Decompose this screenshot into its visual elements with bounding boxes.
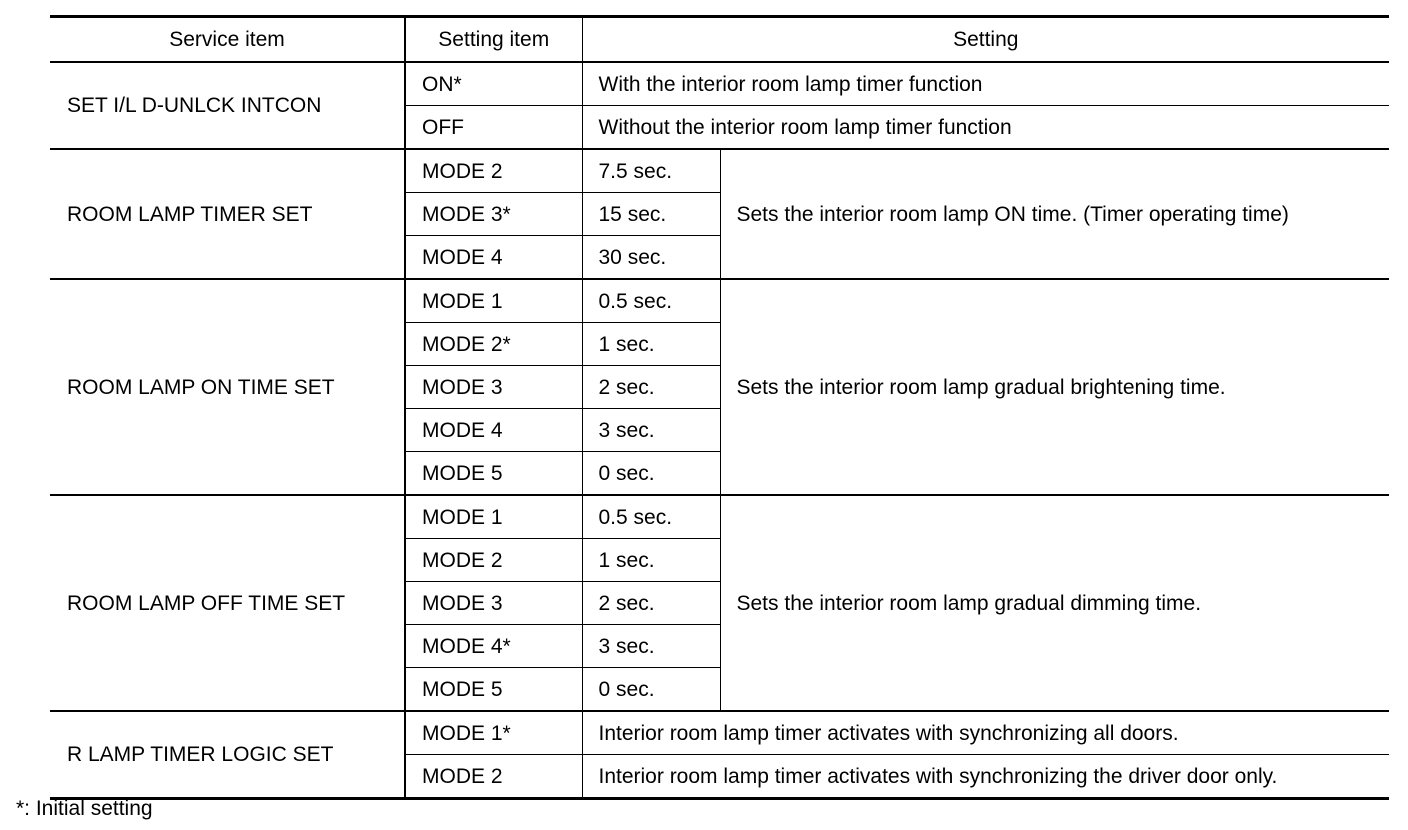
setting-value-cell: 0 sec. xyxy=(582,668,720,712)
service-item-cell: ROOM LAMP ON TIME SET xyxy=(50,279,405,495)
table-row xyxy=(50,62,1389,106)
setting-item-cell: MODE 2 xyxy=(405,149,582,193)
setting-cell: Without the interior room lamp timer function xyxy=(582,106,1389,150)
setting-value-cell: 1 sec. xyxy=(582,323,720,366)
setting-item-cell: MODE 3 xyxy=(405,366,582,409)
setting-item-cell: ON* xyxy=(405,62,582,106)
setting-item-cell: MODE 1* xyxy=(405,711,582,755)
setting-item-cell: OFF xyxy=(405,106,582,150)
setting-item-cell: MODE 4* xyxy=(405,625,582,668)
setting-value-cell: 7.5 sec. xyxy=(582,149,720,193)
setting-cell: Interior room lamp timer activates with synchronizing the driver door only. xyxy=(582,755,1389,799)
setting-value-cell: 2 sec. xyxy=(582,582,720,625)
header-service-item: Service item xyxy=(50,17,405,63)
setting-item-cell: MODE 5 xyxy=(405,452,582,496)
group-set-il-d-unlck-intcon xyxy=(50,62,1389,149)
table-header-row xyxy=(50,17,1389,63)
header-setting-item: Setting item xyxy=(405,17,582,63)
setting-item-cell: MODE 3 xyxy=(405,582,582,625)
setting-value-cell: 1 sec. xyxy=(582,539,720,582)
service-item-cell: R LAMP TIMER LOGIC SET xyxy=(50,711,405,799)
setting-description-cell: Sets the interior room lamp gradual dimming time. xyxy=(720,495,1389,711)
setting-value-cell: 0.5 sec. xyxy=(582,279,720,323)
setting-item-cell: MODE 5 xyxy=(405,668,582,712)
setting-cell: Interior room lamp timer activates with synchronizing all doors. xyxy=(582,711,1389,755)
table-row xyxy=(50,495,1389,539)
service-settings-table xyxy=(50,15,1389,800)
group-room-lamp-timer-set xyxy=(50,149,1389,279)
setting-item-cell: MODE 2 xyxy=(405,539,582,582)
setting-item-cell: MODE 3* xyxy=(405,193,582,236)
setting-cell: With the interior room lamp timer function xyxy=(582,62,1389,106)
setting-value-cell: 15 sec. xyxy=(582,193,720,236)
setting-value-cell: 0.5 sec. xyxy=(582,495,720,539)
group-r-lamp-timer-logic-set xyxy=(50,711,1389,799)
service-item-cell: ROOM LAMP TIMER SET xyxy=(50,149,405,279)
setting-value-cell: 3 sec. xyxy=(582,625,720,668)
setting-value-cell: 3 sec. xyxy=(582,409,720,452)
setting-item-cell: MODE 1 xyxy=(405,279,582,323)
service-item-cell: ROOM LAMP OFF TIME SET xyxy=(50,495,405,711)
setting-item-cell: MODE 1 xyxy=(405,495,582,539)
table-row xyxy=(50,279,1389,323)
setting-description-cell: Sets the interior room lamp ON time. (Timer operating time) xyxy=(720,149,1389,279)
table-row xyxy=(50,711,1389,755)
service-item-cell: SET I/L D-UNLCK INTCON xyxy=(50,62,405,149)
setting-value-cell: 0 sec. xyxy=(582,452,720,496)
setting-description-cell: Sets the interior room lamp gradual brightening time. xyxy=(720,279,1389,495)
header-setting: Setting xyxy=(582,17,1389,63)
setting-value-cell: 2 sec. xyxy=(582,366,720,409)
group-room-lamp-off-time-set xyxy=(50,495,1389,711)
table-row xyxy=(50,149,1389,193)
group-room-lamp-on-time-set xyxy=(50,279,1389,495)
setting-item-cell: MODE 2 xyxy=(405,755,582,799)
setting-item-cell: MODE 4 xyxy=(405,236,582,280)
setting-item-cell: MODE 2* xyxy=(405,323,582,366)
setting-value-cell: 30 sec. xyxy=(582,236,720,280)
initial-setting-footnote: *: Initial setting xyxy=(16,797,153,820)
setting-item-cell: MODE 4 xyxy=(405,409,582,452)
